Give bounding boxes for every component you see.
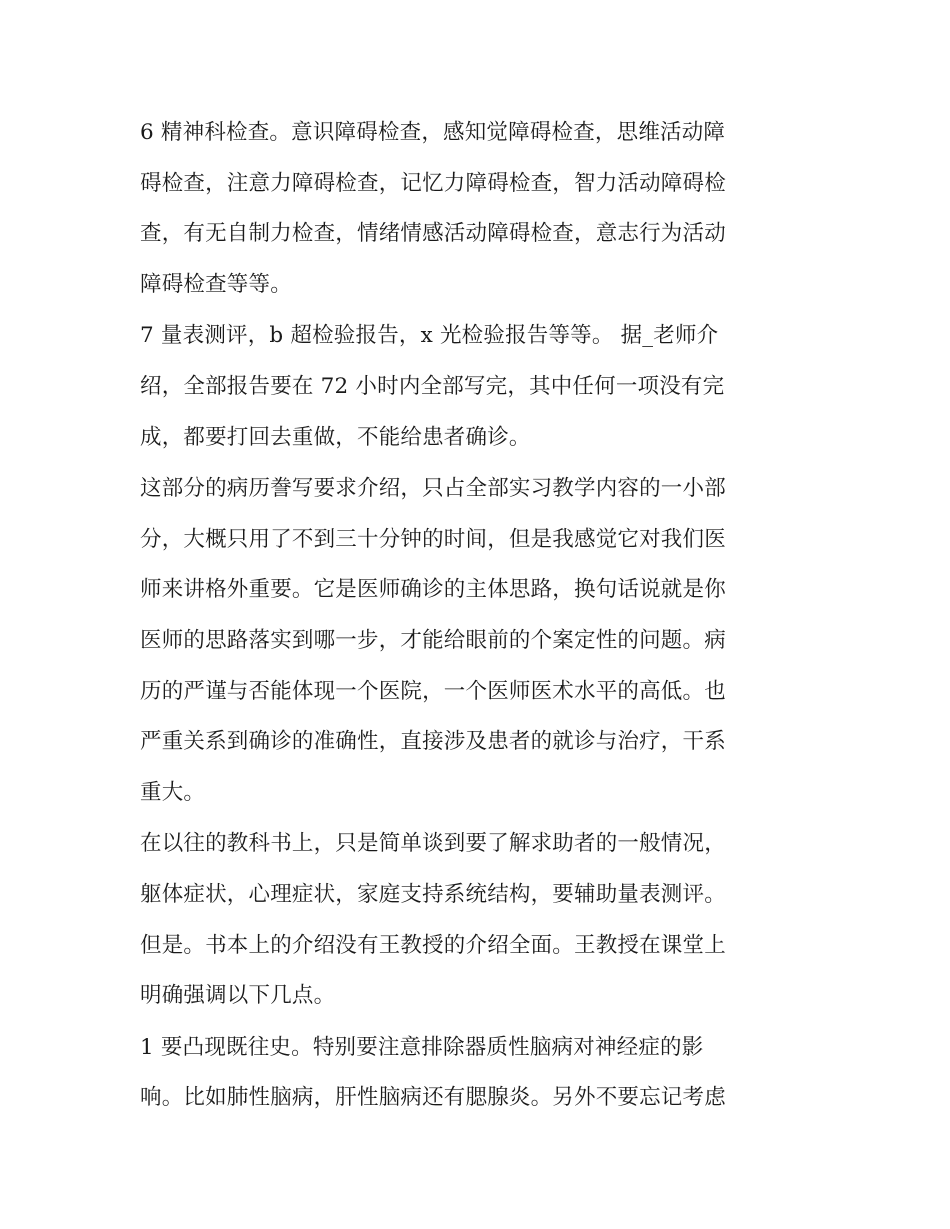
paragraph-past-history: 1 要凸现既往史。特别要注意排除器质性脑病对神经症的影 响。比如肺性脑病，肝性脑病还有腮腺炎。另外不要忘记考虑	[140, 1034, 726, 1111]
paragraph-psychiatric-exam: 6 精神科检查。意识障碍检查，感知觉障碍检查，思维活动障 碍检查，注意力障碍检查，记忆力障碍检查，智力活动障碍检 查，有无自制力检查，情绪情感活动障碍检查，意志行为活动 障碍检查等等。	[140, 120, 726, 297]
paragraph-medical-record-importance: 这部分的病历誊写要求介绍，只占全部实习教学内容的一小部 分，大概只用了不到三十分钟的时间，但是我感觉它对我们医 师来讲格外重要。它是医师确诊的主体思路，换句话说就是你 医师的思路落实到哪一步，才能给眼前的个案定性的问题。病 历的严谨与否能体现一个医院，一个医师医术水平的高低。也 严重关系到确诊的准确性，直接涉及患者的就诊与治疗，干系 重大。	[140, 476, 726, 805]
document-body	[140, 108, 820, 1125]
paragraph-scale-assessment: 7 量表测评，b 超检验报告，x 光检验报告等等。 据_老师介 绍，全部报告要在 72 小时内全部写完，其中任何一项没有完 成，都要打回去重做，不能给患者确诊。	[140, 323, 725, 450]
paragraph-textbook-comparison: 在以往的教科书上，只是简单谈到要了解求助者的一般情况， 躯体症状，心理症状，家庭支持系统结构，要辅助量表测评。 但是。书本上的介绍没有王教授的介绍全面。王教授在课堂上 明确强调以下几点。	[140, 831, 726, 1009]
